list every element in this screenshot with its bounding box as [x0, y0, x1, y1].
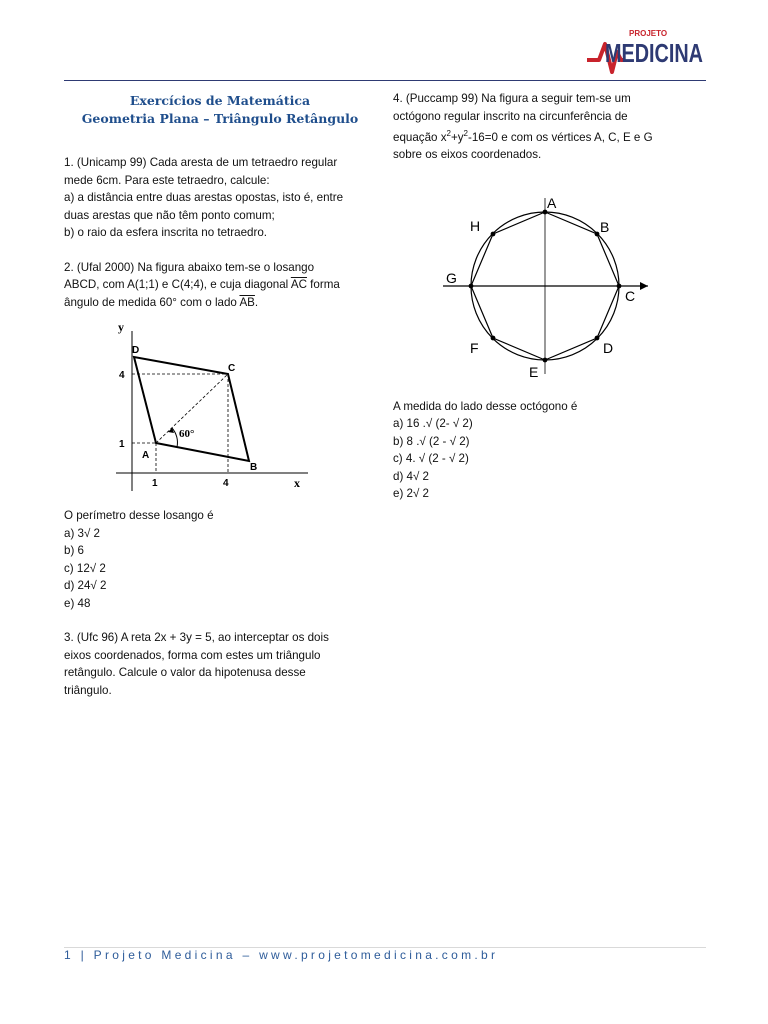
vertex-d-label: D — [603, 339, 614, 356]
question-1 — [64, 154, 376, 242]
header-rule — [64, 80, 706, 81]
rhombus-figure — [116, 319, 316, 499]
question-4 — [393, 90, 705, 503]
logo-top-text: PROJETO — [629, 29, 668, 38]
logo-main-text: MEDICINA — [605, 38, 704, 68]
q2-option-c: c) 12√ 2 — [64, 561, 106, 575]
projeto-medicina-logo — [585, 22, 705, 80]
vertex-a-label: A — [547, 194, 557, 211]
vertex-h-label: H — [470, 217, 481, 234]
q4-line3-post: -16=0 e com os vértices A, C, E e G — [468, 130, 653, 144]
q2-line2-pre: ABCD, com A(1;1) e C(4;4), e cuja diagonal — [64, 278, 291, 291]
y-axis-label: y — [118, 320, 124, 334]
left-column — [64, 90, 376, 716]
point-b-label: B — [250, 462, 258, 473]
q1-line: a) a distância entre duas arestas opostas, isto é, entre — [64, 191, 344, 204]
question-3 — [64, 629, 376, 699]
segment-ab: $\overline{AB}$ — [239, 295, 255, 309]
q2-option-d: d) 24√ 2 — [64, 579, 107, 592]
octagon-svg — [443, 194, 653, 384]
tick-y-4: 4 — [119, 370, 125, 381]
tick-x-1: 1 — [152, 478, 158, 489]
q4-option-a: a) 16 .√ (2- √ 2) — [393, 417, 473, 431]
q2-line — [64, 294, 376, 312]
q2-line3-pre: ângulo de medida 60° com o lado — [64, 295, 240, 309]
point-c-label: C — [228, 363, 236, 374]
q4-option-c: c) 4. √ (2 - √ 2) — [393, 452, 469, 466]
q2-option-b: b) 6 — [64, 544, 84, 557]
q4-line: 4. (Puccamp 99) Na figura a seguir tem-se um — [393, 92, 631, 105]
q4-line — [393, 125, 705, 146]
q1-line: b) o raio da esfera inscrita no tetraedro. — [64, 226, 267, 239]
vertex-f-label: F — [470, 339, 479, 356]
q4-exp-1: 2 — [446, 129, 451, 138]
x-axis-label: x — [294, 476, 300, 490]
q2-option-a: a) 3√ 2 — [64, 526, 101, 540]
q4-option-d: d) 4√ 2 — [393, 469, 430, 483]
question-2 — [64, 259, 376, 613]
q4-option-e: e) 2√ 2 — [393, 487, 430, 501]
q4-line3-mid: +y — [450, 130, 464, 144]
title-line-1: Exercícios de Matemática — [129, 93, 311, 108]
q2-line: 2. (Ufal 2000) Na figura abaixo tem-se o losango — [64, 260, 315, 274]
q3-line: retângulo. Calcule o valor da hipotenusa desse — [64, 666, 306, 679]
q2-line3-post: . — [254, 295, 259, 309]
q2-prompt: O perímetro desse losango é — [64, 509, 214, 522]
q4-line3-pre: equação x — [393, 130, 447, 144]
right-column — [393, 90, 705, 503]
logo-graphic — [585, 22, 705, 80]
q4-prompt: A medida do lado desse octógono é — [393, 399, 578, 413]
q4-exp-2: 2 — [463, 129, 468, 138]
q1-line: 1. (Unicamp 99) Cada aresta de um tetraedro regular — [64, 156, 338, 169]
title-line-2: Geometria Plana – Triângulo Retângulo — [81, 111, 359, 126]
q1-line: duas arestas que não têm ponto comum; — [64, 208, 275, 222]
vertex-e-label: E — [529, 363, 539, 380]
vertex-b-label: B — [600, 218, 610, 235]
q3-line: eixos coordenados, forma com estes um triângulo — [64, 648, 321, 662]
tick-x-4: 4 — [223, 478, 229, 489]
point-a-label: A — [142, 450, 150, 461]
q2-option-e: e) 48 — [64, 596, 91, 610]
q4-line: sobre os eixos coordenados. — [393, 148, 542, 162]
angle-label: 60° — [179, 428, 195, 440]
q4-option-b: b) 8 .√ (2 - √ 2) — [393, 434, 470, 448]
q2-line — [64, 276, 376, 294]
q1-line: mede 6cm. Para este tetraedro, calcule: — [64, 173, 270, 187]
document-title — [64, 92, 376, 128]
tick-y-1: 1 — [119, 439, 125, 450]
q3-line: 3. (Ufc 96) A reta 2x + 3y = 5, ao interceptar os dois — [64, 631, 329, 644]
vertex-g-label: G — [446, 269, 457, 286]
q2-line2-post: forma — [306, 278, 340, 291]
page-footer: 1 | Projeto Medicina – www.projetomedicina.com.br — [64, 948, 499, 962]
point-d-label: D — [132, 345, 140, 356]
oct-x-arrow — [640, 282, 648, 290]
vertex-c-label: C — [625, 287, 636, 304]
segment-ac: $\overline{AC}$ — [290, 278, 307, 291]
q4-line: octógono regular inscrito na circunferência de — [393, 109, 628, 123]
q3-line: triângulo. — [64, 683, 112, 697]
rhombus-svg — [116, 319, 316, 499]
octagon-figure — [443, 194, 653, 384]
